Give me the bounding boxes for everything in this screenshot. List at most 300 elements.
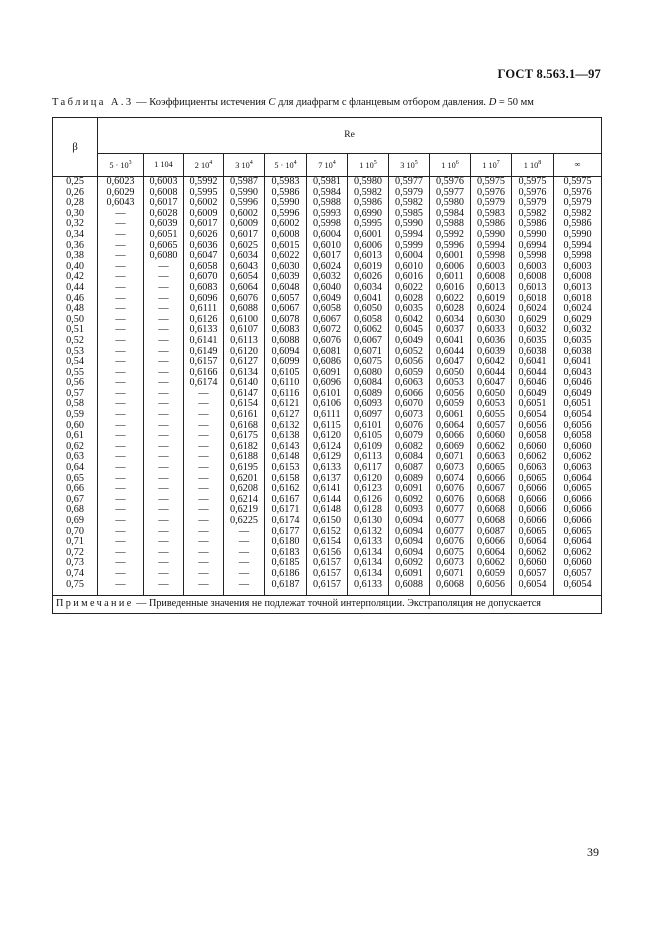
coefficient-cell: 0,6064 [512, 537, 554, 548]
coefficient-cell: 0,6018 [554, 294, 602, 305]
coefficient-cell: 0,5999 [389, 241, 430, 252]
coefficient-cell: 0,6076 [389, 421, 430, 432]
coefficient-cell: 0,6001 [348, 230, 389, 241]
coefficient-cell: 0,6111 [184, 304, 224, 315]
coefficient-cell: 0,6201 [224, 474, 265, 485]
coefficient-cell: 0,6002 [224, 209, 265, 220]
coefficient-cell: — [144, 368, 184, 379]
coefficient-cell: 0,6071 [430, 452, 471, 463]
coefficient-cell: 0,6106 [307, 399, 348, 410]
beta-cell: 0,56 [53, 378, 98, 389]
coefficient-cell: 0,6117 [348, 463, 389, 474]
caption-text-1: — Коэффициенты истечения [133, 97, 269, 108]
coefficient-cell: 0,6057 [512, 569, 554, 580]
coefficient-cell: — [144, 325, 184, 336]
coefficient-cell: 0,6154 [224, 399, 265, 410]
coefficient-cell: 0,6195 [224, 463, 265, 474]
coefficient-cell: 0,6029 [98, 188, 144, 199]
coefficient-cell: 0,6034 [348, 283, 389, 294]
coefficient-cell: 0,6091 [389, 569, 430, 580]
coefficient-cell: 0,6038 [512, 347, 554, 358]
beta-cell: 0,72 [53, 548, 98, 559]
coefficient-cell: 0,6075 [348, 357, 389, 368]
coefficient-cell: — [98, 241, 144, 252]
coefficient-cell: 0,6076 [224, 294, 265, 305]
coefficient-cell: 0,6024 [554, 304, 602, 315]
beta-cell: 0,70 [53, 527, 98, 538]
coefficient-cell: 0,6066 [554, 516, 602, 527]
beta-cell: 0,59 [53, 410, 98, 421]
caption-text-2: для диафрагм с фланцевым отбором давления. [275, 97, 489, 108]
coefficient-cell: 0,6063 [512, 463, 554, 474]
coefficient-cell: — [98, 527, 144, 538]
coefficient-cell: 0,6091 [307, 368, 348, 379]
coefficient-cell: — [98, 399, 144, 410]
coefficient-cell: 0,6168 [224, 421, 265, 432]
coefficient-cell: — [98, 431, 144, 442]
coefficient-cell: 0,5995 [348, 219, 389, 230]
re-column-header [265, 153, 307, 176]
coefficient-cell: — [144, 527, 184, 538]
re-header: Re [98, 118, 602, 154]
coefficient-cell: 0,6041 [348, 294, 389, 305]
coefficient-cell: 0,5998 [307, 219, 348, 230]
table-row [53, 230, 602, 241]
coefficient-cell: 0,6015 [265, 241, 307, 252]
coefficient-cell: 0,5979 [554, 198, 602, 209]
coefficient-cell: 0,6171 [265, 505, 307, 516]
coefficient-cell: 0,6009 [184, 209, 224, 220]
coefficient-cell: 0,6041 [512, 357, 554, 368]
coefficient-cell: 0,6051 [554, 399, 602, 410]
coefficient-cell: 0,6064 [430, 421, 471, 432]
coefficient-cell: 0,6109 [348, 442, 389, 453]
coefficient-cell: — [184, 558, 224, 569]
coefficient-cell: 0,6024 [307, 262, 348, 273]
beta-cell: 0,67 [53, 495, 98, 506]
coefficient-cell: 0,6017 [184, 219, 224, 230]
coefficient-cell: — [144, 431, 184, 442]
coefficient-cell: 0,5987 [224, 177, 265, 188]
coefficient-cell: 0,6110 [265, 378, 307, 389]
coefficient-cell: 0,6058 [554, 431, 602, 442]
page-number: 39 [587, 845, 599, 859]
coefficient-cell: 0,6028 [389, 294, 430, 305]
coefficient-cell: — [224, 580, 265, 596]
coefficient-cell: 0,6066 [554, 505, 602, 516]
coefficient-cell: 0,6066 [512, 495, 554, 506]
coefficient-cell: 0,6047 [471, 378, 512, 389]
coefficient-cell: 0,6011 [430, 272, 471, 283]
coefficient-cell: 0,6088 [389, 580, 430, 596]
coefficient-cell: 0,6990 [348, 209, 389, 220]
table-caption [52, 97, 534, 108]
coefficient-cell: 0,6053 [430, 378, 471, 389]
re-column-base: 1 10 [482, 160, 497, 170]
re-column-header [224, 153, 265, 176]
coefficient-cell: 0,5986 [265, 188, 307, 199]
coefficient-cell: 0,6099 [265, 357, 307, 368]
coefficient-cell: 0,6003 [144, 177, 184, 188]
beta-cell: 0,44 [53, 283, 98, 294]
coefficient-cell: 0,6076 [430, 537, 471, 548]
coefficient-cell: — [144, 357, 184, 368]
re-column-exponent: 4 [293, 159, 297, 166]
coefficient-cell: 0,6028 [144, 209, 184, 220]
coefficient-cell: 0,6054 [224, 272, 265, 283]
re-column-base: 1 10 [523, 160, 539, 170]
coefficient-cell: 0,6134 [348, 569, 389, 580]
coefficient-cell: 0,6006 [430, 262, 471, 273]
coefficient-cell: 0,6101 [348, 421, 389, 432]
coefficient-cell: 0,6101 [307, 389, 348, 400]
coefficient-cell: 0,6065 [144, 241, 184, 252]
coefficient-cell: 0,6153 [265, 463, 307, 474]
coefficient-cell: 0,6003 [512, 262, 554, 273]
coefficient-cell: 0,6148 [307, 505, 348, 516]
coefficient-cell: — [144, 378, 184, 389]
beta-cell: 0,57 [53, 389, 98, 400]
coefficient-cell: 0,6097 [348, 410, 389, 421]
coefficient-cell: 0,6094 [389, 516, 430, 527]
coefficient-cell: — [144, 442, 184, 453]
coefficient-cell: 0,5990 [224, 188, 265, 199]
coefficient-cell: 0,6061 [430, 410, 471, 421]
coefficient-cell: 0,6026 [348, 272, 389, 283]
coefficient-cell: 0,6017 [144, 198, 184, 209]
coefficient-cell: 0,6044 [430, 347, 471, 358]
coefficient-cell: 0,5998 [554, 251, 602, 262]
coefficient-cell: — [144, 421, 184, 432]
coefficient-cell: 0,6186 [265, 569, 307, 580]
coefficient-cell: — [98, 410, 144, 421]
coefficient-cell: — [144, 558, 184, 569]
coefficient-cell: 0,6129 [307, 452, 348, 463]
coefficient-cell: 0,5998 [512, 251, 554, 262]
coefficient-cell: 0,6096 [184, 294, 224, 305]
coefficient-cell: 0,6166 [184, 368, 224, 379]
coefficient-cell: 0,6057 [471, 421, 512, 432]
caption-symbol-c: C [268, 97, 276, 108]
coefficient-cell: — [184, 569, 224, 580]
coefficient-cell: — [144, 283, 184, 294]
beta-cell: 0,36 [53, 241, 98, 252]
re-column-base: 5 · 10 [274, 160, 294, 170]
coefficient-cell: 0,6060 [512, 442, 554, 453]
coefficient-cell: — [144, 495, 184, 506]
coefficient-cell: 0,6043 [554, 368, 602, 379]
coefficient-cell: 0,6035 [554, 336, 602, 347]
coefficient-cell: 0,6063 [554, 463, 602, 474]
coefficient-cell: 0,6124 [307, 442, 348, 453]
coefficient-cell: — [98, 368, 144, 379]
coefficient-cell: 0,6115 [307, 421, 348, 432]
coefficient-cell: 0,6134 [224, 368, 265, 379]
coefficient-cell: 0,6144 [307, 495, 348, 506]
coefficient-cell: — [184, 580, 224, 596]
coefficient-cell: 0,6132 [265, 421, 307, 432]
coefficient-cell: 0,6175 [224, 431, 265, 442]
beta-cell: 0,46 [53, 294, 98, 305]
coefficient-cell: 0,6157 [307, 558, 348, 569]
coefficient-cell: 0,6133 [348, 580, 389, 596]
coefficient-cell: — [144, 484, 184, 495]
coefficient-cell: 0,6161 [224, 410, 265, 421]
coefficient-cell: — [98, 272, 144, 283]
table-row [53, 283, 602, 294]
coefficient-cell: — [184, 463, 224, 474]
beta-cell: 0,64 [53, 463, 98, 474]
coefficient-cell: 0,6073 [430, 463, 471, 474]
coefficient-cell: 0,6043 [224, 262, 265, 273]
beta-cell: 0,69 [53, 516, 98, 527]
re-column-base: 3 10 [235, 160, 250, 170]
coefficient-cell: 0,5994 [389, 230, 430, 241]
coefficient-cell: 0,6066 [471, 537, 512, 548]
coefficient-cell: 0,5995 [184, 188, 224, 199]
beta-cell: 0,32 [53, 219, 98, 230]
coefficient-cell: 0,6062 [554, 548, 602, 559]
coefficient-cell: 0,6010 [307, 241, 348, 252]
coefficient-cell: 0,6073 [430, 558, 471, 569]
coefficient-cell: 0,6022 [265, 251, 307, 262]
coefficient-cell: 0,6147 [224, 389, 265, 400]
coefficient-cell: 0,6072 [307, 325, 348, 336]
table-row [53, 516, 602, 527]
beta-cell: 0,38 [53, 251, 98, 262]
coefficient-cell: 0,6138 [265, 431, 307, 442]
coefficient-cell: 0,5985 [389, 209, 430, 220]
coefficient-cell: 0,6018 [512, 294, 554, 305]
coefficient-cell: 0,6067 [471, 484, 512, 495]
coefficient-cell: 0,5976 [471, 188, 512, 199]
coefficient-cell: 0,6013 [348, 251, 389, 262]
coefficient-cell: 0,6067 [348, 336, 389, 347]
coefficient-cell: — [98, 484, 144, 495]
re-column-header [430, 153, 471, 176]
coefficient-cell: 0,5982 [554, 209, 602, 220]
re-column-base: 3 10 [400, 160, 415, 170]
caption-symbol-d: D [488, 97, 497, 108]
document-header: ГОСТ 8.563.1—97 [497, 67, 601, 81]
coefficient-cell: 0,6120 [348, 474, 389, 485]
coefficient-cell: 0,6056 [554, 421, 602, 432]
coefficient-cell: 0,6029 [512, 315, 554, 326]
coefficient-cell: 0,6126 [184, 315, 224, 326]
coefficient-cell: 0,6050 [348, 304, 389, 315]
re-column-header [144, 153, 184, 176]
coefficient-cell: — [144, 315, 184, 326]
coefficient-cell: 0,6036 [184, 241, 224, 252]
coefficient-cell: 0,6158 [265, 474, 307, 485]
coefficient-cell: — [184, 474, 224, 485]
coefficient-cell: — [98, 537, 144, 548]
coefficient-cell: 0,6008 [512, 272, 554, 283]
coefficient-cell: — [98, 442, 144, 453]
coefficient-cell: — [98, 378, 144, 389]
coefficient-cell: 0,6054 [554, 410, 602, 421]
coefficient-cell: 0,6174 [184, 378, 224, 389]
coefficient-cell: 0,6094 [389, 527, 430, 538]
coefficient-cell: 0,6076 [430, 495, 471, 506]
coefficient-cell: — [98, 421, 144, 432]
coefficient-cell: 0,6187 [265, 580, 307, 596]
coefficient-cell: 0,5979 [389, 188, 430, 199]
coefficient-cell: 0,6094 [265, 347, 307, 358]
re-column-base: 1 104 [154, 160, 173, 170]
coefficient-cell: 0,6128 [348, 505, 389, 516]
coefficient-cell: 0,6157 [307, 580, 348, 596]
coefficient-cell: — [184, 537, 224, 548]
coefficient-cell: 0,6032 [307, 272, 348, 283]
coefficient-cell: 0,6182 [224, 442, 265, 453]
coefficient-cell: 0,6009 [224, 219, 265, 230]
coefficient-cell: — [224, 558, 265, 569]
coefficient-cell: 0,6066 [471, 474, 512, 485]
coefficient-cell: 0,6089 [389, 474, 430, 485]
coefficient-cell: 0,6071 [430, 569, 471, 580]
coefficient-cell: 0,6055 [471, 410, 512, 421]
beta-cell: 0,74 [53, 569, 98, 580]
coefficient-cell: 0,6064 [471, 548, 512, 559]
coefficient-cell: 0,6042 [471, 357, 512, 368]
coefficient-cell: 0,6134 [348, 548, 389, 559]
coefficient-cell: 0,6100 [224, 315, 265, 326]
coefficient-cell: 0,5990 [512, 230, 554, 241]
coefficient-cell: 0,6062 [348, 325, 389, 336]
coefficient-cell: — [144, 272, 184, 283]
table-row [53, 177, 602, 188]
coefficient-cell: 0,6062 [471, 442, 512, 453]
re-column-exponent: 5 [414, 159, 418, 166]
coefficient-cell: 0,6065 [512, 527, 554, 538]
coefficient-cell: 0,6010 [389, 262, 430, 273]
caption-text-3: = 50 мм [496, 97, 534, 108]
coefficient-cell: 0,6071 [348, 347, 389, 358]
coefficient-cell: 0,6030 [471, 315, 512, 326]
beta-cell: 0,62 [53, 442, 98, 453]
coefficient-cell: 0,6059 [471, 569, 512, 580]
coefficient-cell: 0,6052 [389, 347, 430, 358]
coefficient-cell: 0,6060 [554, 442, 602, 453]
coefficient-cell: 0,6060 [471, 431, 512, 442]
coefficient-cell: 0,6137 [307, 474, 348, 485]
coefficient-cell: — [98, 315, 144, 326]
coefficient-cell: — [184, 484, 224, 495]
coefficient-cell: — [98, 505, 144, 516]
coefficient-cell: 0,6127 [224, 357, 265, 368]
coefficient-cell: — [184, 431, 224, 442]
coefficient-cell: 0,6033 [471, 325, 512, 336]
re-column-base: 2 10 [194, 160, 210, 170]
note-lead: Примечание [56, 598, 134, 610]
coefficient-cell: 0,5990 [554, 230, 602, 241]
beta-cell: 0,61 [53, 431, 98, 442]
coefficient-cell: 0,6068 [471, 495, 512, 506]
coefficient-table [52, 117, 602, 614]
coefficient-cell: 0,6056 [512, 421, 554, 432]
coefficient-cell: 0,6048 [265, 283, 307, 294]
coefficient-cell: 0,6022 [389, 283, 430, 294]
coefficient-cell: 0,6087 [389, 463, 430, 474]
coefficient-cell: 0,5975 [512, 177, 554, 188]
coefficient-cell: 0,6062 [471, 558, 512, 569]
coefficient-cell: 0,6037 [430, 325, 471, 336]
coefficient-cell: 0,6001 [430, 251, 471, 262]
coefficient-cell: — [144, 452, 184, 463]
re-column-header [554, 153, 602, 176]
coefficient-cell: 0,6049 [512, 389, 554, 400]
coefficient-cell: 0,6066 [430, 431, 471, 442]
coefficient-cell: 0,6034 [224, 251, 265, 262]
re-column-base: 7 10 [318, 160, 333, 170]
re-column-header [348, 153, 389, 176]
coefficient-cell: 0,6077 [430, 527, 471, 538]
coefficient-cell: — [184, 516, 224, 527]
coefficient-cell: 0,6083 [265, 325, 307, 336]
re-column-header [512, 153, 554, 176]
coefficient-cell: 0,6049 [307, 294, 348, 305]
coefficient-cell: — [144, 548, 184, 559]
coefficient-cell: — [98, 357, 144, 368]
coefficient-cell: — [98, 262, 144, 273]
coefficient-cell: 0,6054 [512, 410, 554, 421]
coefficient-cell: 0,6047 [430, 357, 471, 368]
coefficient-cell: 0,6064 [554, 474, 602, 485]
coefficient-cell: 0,6013 [554, 283, 602, 294]
coefficient-cell: 0,5986 [512, 219, 554, 230]
coefficient-cell: 0,6056 [471, 580, 512, 596]
coefficient-cell: 0,6066 [554, 495, 602, 506]
coefficient-cell: 0,5996 [265, 209, 307, 220]
coefficient-cell: 0,5976 [512, 188, 554, 199]
coefficient-cell: 0,6058 [184, 262, 224, 273]
coefficient-cell: 0,6046 [554, 378, 602, 389]
coefficient-cell: 0,6105 [348, 431, 389, 442]
coefficient-cell: 0,5998 [471, 251, 512, 262]
re-column-exponent: 6 [455, 159, 459, 166]
coefficient-cell: 0,6068 [471, 516, 512, 527]
coefficient-cell: 0,6017 [224, 230, 265, 241]
coefficient-cell: 0,5984 [307, 188, 348, 199]
coefficient-cell: 0,6081 [307, 347, 348, 358]
re-column-base: 1 10 [359, 160, 374, 170]
coefficient-cell: 0,6121 [265, 399, 307, 410]
coefficient-cell: 0,6003 [554, 262, 602, 273]
coefficient-cell: 0,6013 [512, 283, 554, 294]
coefficient-cell: 0,6134 [348, 558, 389, 569]
coefficient-cell: 0,6123 [348, 484, 389, 495]
beta-cell: 0,54 [53, 357, 98, 368]
coefficient-cell: — [224, 548, 265, 559]
coefficient-cell: 0,6008 [144, 188, 184, 199]
coefficient-cell: — [184, 410, 224, 421]
coefficient-cell: 0,5975 [554, 177, 602, 188]
coefficient-cell: 0,5982 [389, 198, 430, 209]
coefficient-cell: 0,6045 [389, 325, 430, 336]
coefficient-cell: 0,6017 [307, 251, 348, 262]
coefficient-cell: 0,6120 [224, 347, 265, 358]
coefficient-cell: 0,5993 [307, 209, 348, 220]
coefficient-cell: 0,6053 [471, 399, 512, 410]
coefficient-cell: 0,6041 [430, 336, 471, 347]
beta-cell: 0,42 [53, 272, 98, 283]
beta-cell: 0,30 [53, 209, 98, 220]
coefficient-cell: 0,6070 [184, 272, 224, 283]
coefficient-cell: 0,6030 [265, 262, 307, 273]
coefficient-cell: 0,6066 [512, 484, 554, 495]
coefficient-cell: 0,6150 [307, 516, 348, 527]
